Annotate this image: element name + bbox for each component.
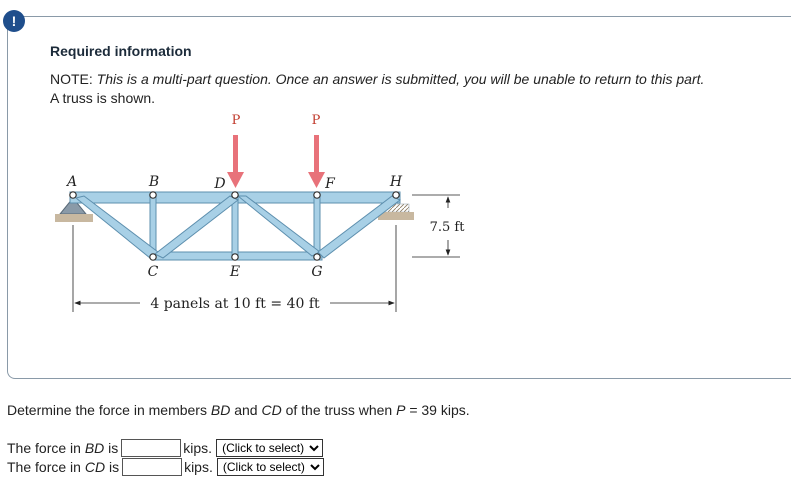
member-cd-label: CD	[261, 402, 282, 418]
load-variable: P	[396, 402, 406, 418]
member-bd-label: BD	[210, 402, 231, 418]
force-cd-type-select[interactable]	[217, 458, 324, 476]
truss-members	[70, 192, 400, 260]
load-label-2: P	[311, 113, 321, 128]
height-label: 7.5 ft	[429, 220, 465, 235]
prompt-text-4: = 39 kips.	[405, 402, 470, 418]
joint-label-d: D	[214, 176, 226, 192]
joint-label-b: B	[148, 174, 160, 190]
joint-label-g: G	[311, 264, 323, 280]
alert-icon: !	[3, 10, 25, 32]
force-cd-input[interactable]	[122, 458, 182, 476]
question-prompt	[7, 402, 470, 418]
joint-label-h: H	[389, 174, 403, 190]
prompt-text-1: Determine the force in members	[7, 402, 211, 418]
load-label-1: P	[231, 113, 241, 128]
prompt-text-2: and	[230, 402, 262, 418]
answer-row-cd	[7, 457, 324, 477]
note-prefix: NOTE:	[50, 71, 93, 87]
member-cd	[155, 196, 238, 258]
prompt-text-3: of the truss when	[281, 402, 397, 418]
answer-row-bd	[7, 438, 323, 458]
joint-label-e: E	[229, 264, 241, 280]
figure-caption: A truss is shown.	[50, 90, 156, 106]
joint-label-c: C	[147, 264, 159, 280]
load-arrow-d	[227, 135, 244, 188]
answer-label-bd: The force in BD is	[7, 440, 119, 456]
member-gh	[318, 196, 400, 258]
member-de	[232, 196, 238, 258]
unit-label-cd: kips.	[184, 459, 213, 475]
unit-label-bd: kips.	[183, 440, 213, 456]
joint-label-a: A	[66, 174, 78, 190]
force-bd-type-select[interactable]	[216, 439, 323, 457]
member-dg	[238, 196, 320, 256]
span-label: 4 panels at 10 ft = 40 ft	[150, 296, 320, 312]
required-info-heading: Required information	[50, 43, 192, 59]
force-bd-input[interactable]	[121, 439, 181, 457]
joint-label-f: F	[325, 176, 335, 192]
answer-label-cd: The force in CD is	[7, 459, 120, 475]
load-arrow-f	[308, 135, 325, 188]
member-ac	[76, 196, 158, 258]
note-body: This is a multi-part question. Once an answer is submitted, you will be unable to return to this part.	[96, 71, 705, 87]
